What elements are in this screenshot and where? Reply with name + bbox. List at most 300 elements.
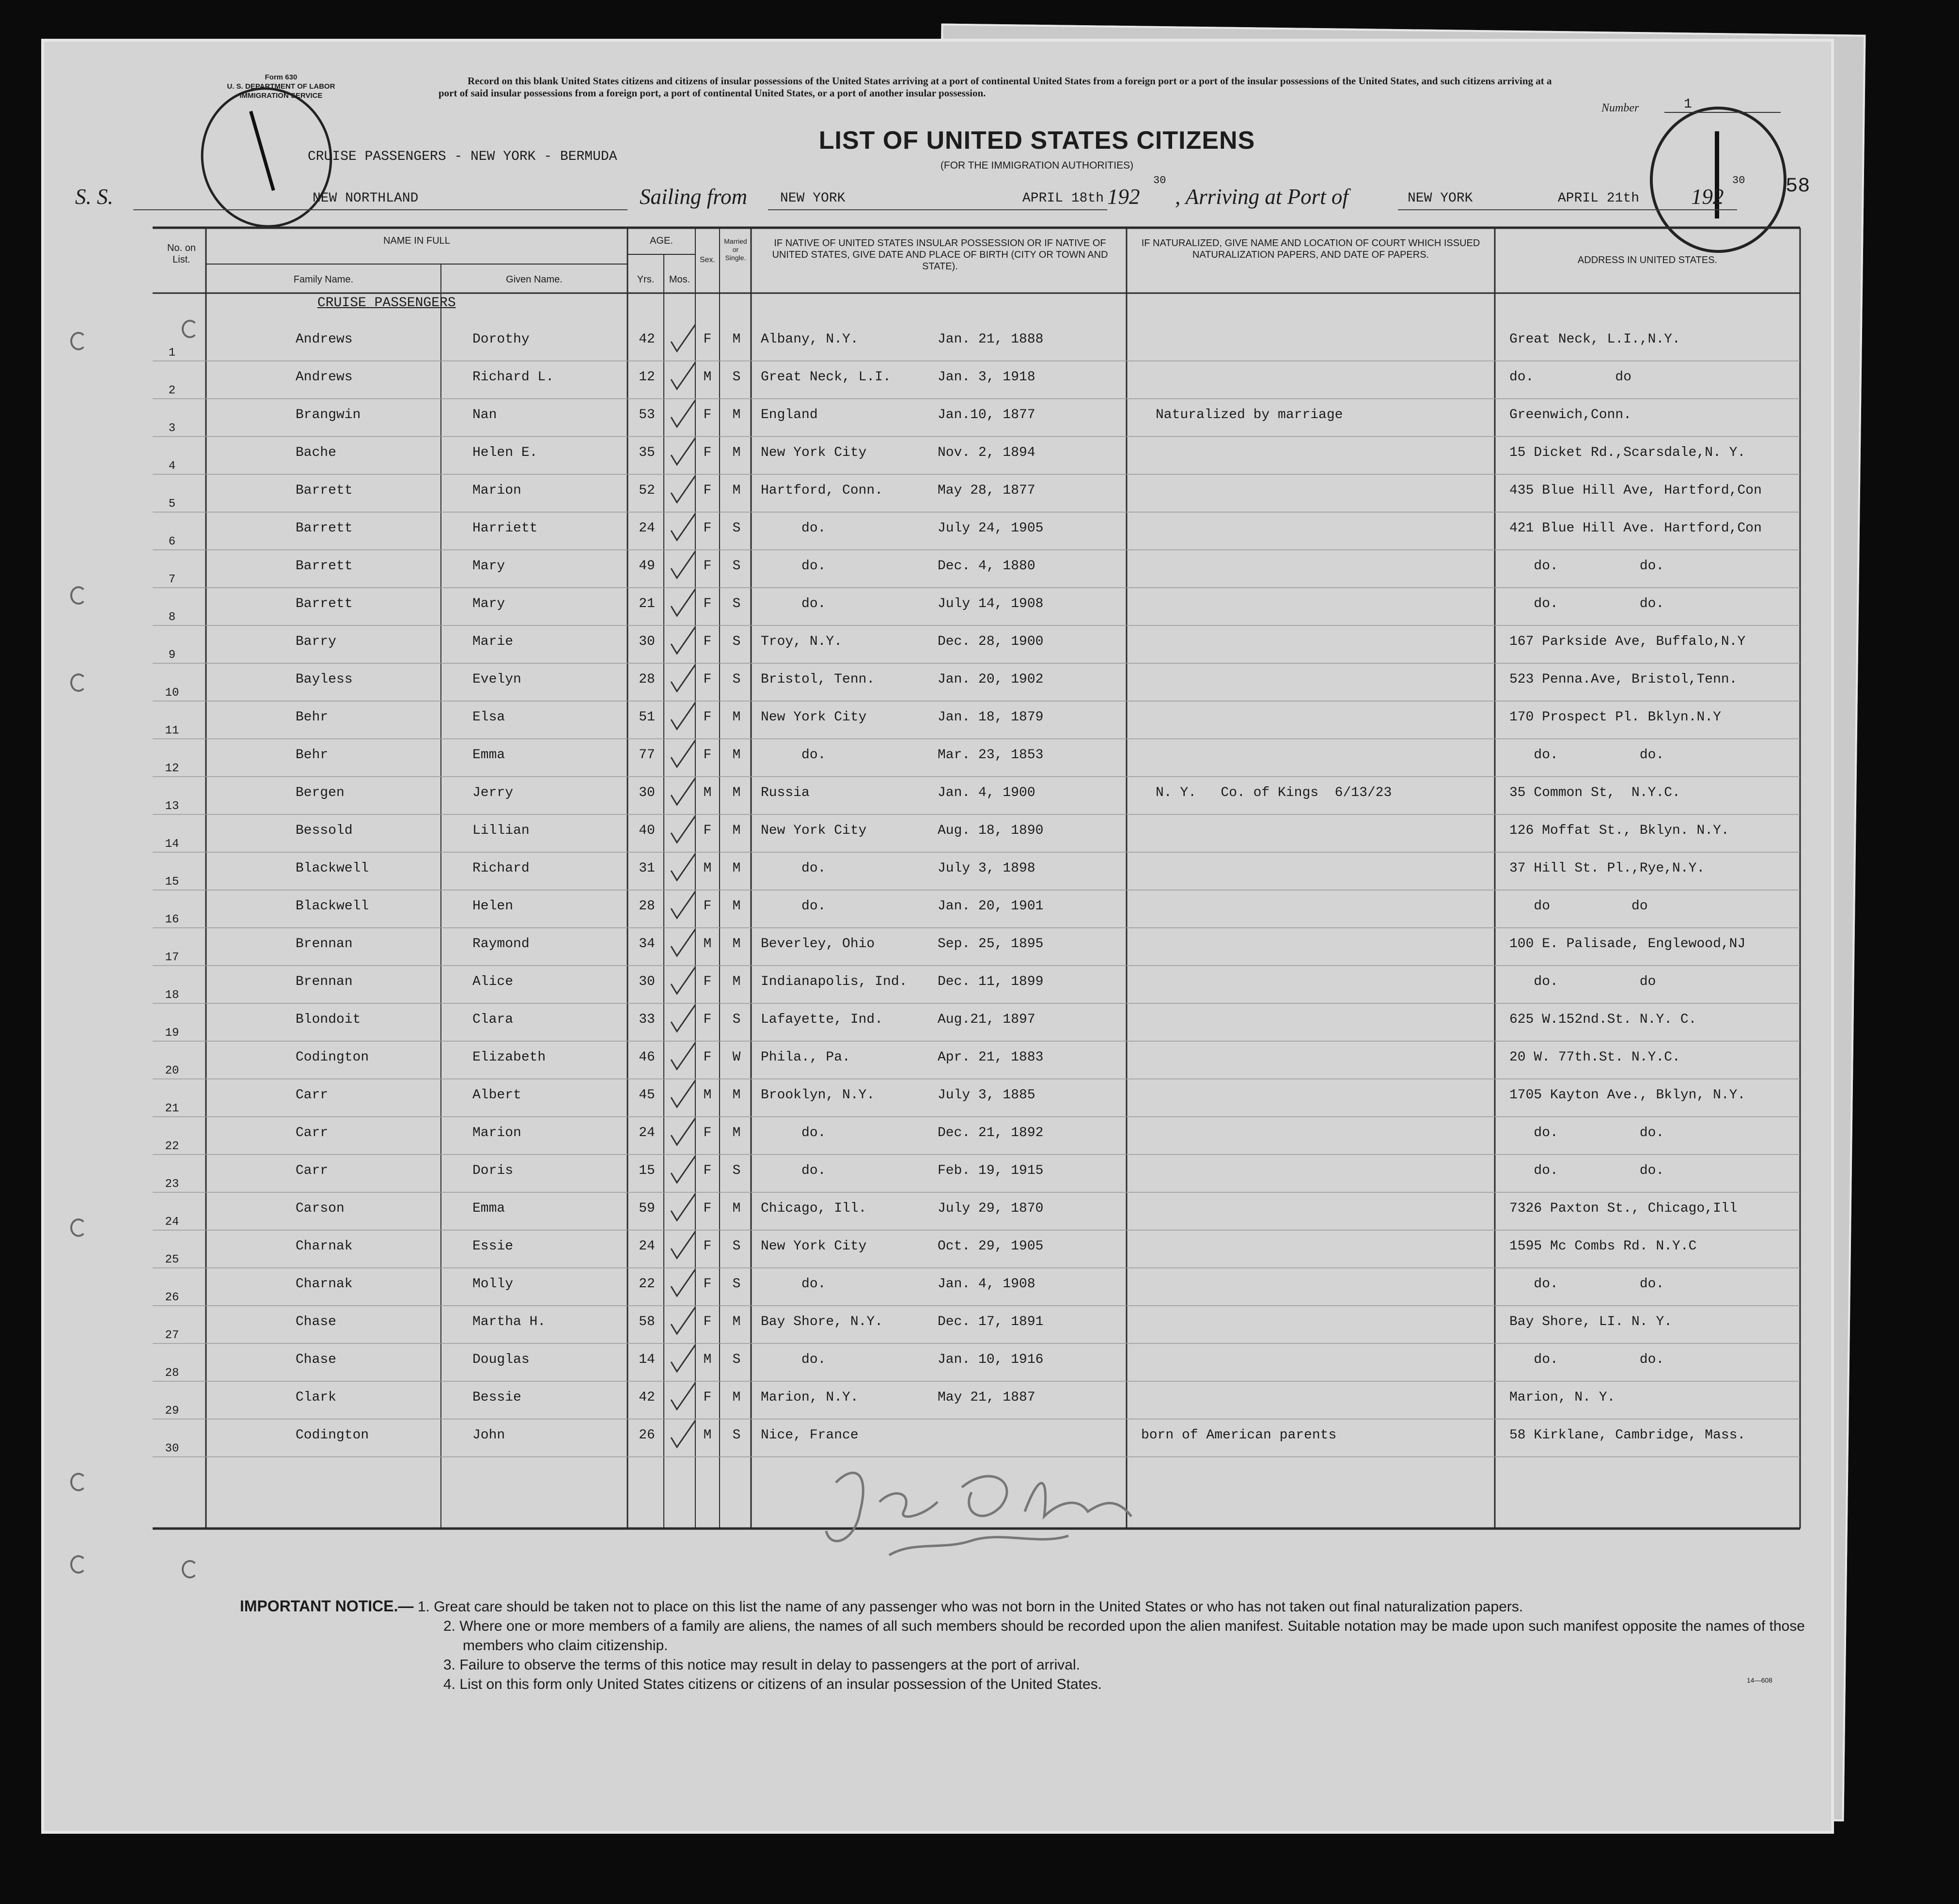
col-header-given: Given Name.: [506, 274, 563, 285]
col-header-address: ADDRESS IN UNITED STATES.: [1577, 255, 1718, 265]
address: 1705 Kayton Ave., Bklyn, N.Y.: [1509, 1088, 1746, 1103]
family-name: Brennan: [296, 936, 353, 952]
birth-place: Albany, N.Y.: [761, 332, 859, 347]
marital-status: S: [732, 521, 741, 536]
age-years: 31: [639, 861, 655, 876]
notice-item-1: 1. Great care should be taken not to place on this list the name of any passenger who was not born in the United States or who has not taken out final naturalization papers.: [417, 1599, 1523, 1615]
document-subtitle: (FOR THE IMMIGRATION AUTHORITIES): [940, 160, 1134, 171]
given-name: Emma: [472, 748, 505, 763]
row-number: 21: [165, 1102, 179, 1115]
arrival-port: NEW YORK: [1408, 191, 1473, 206]
marital-status: S: [732, 559, 741, 574]
address: 20 W. 77th.St. N.Y.C.: [1509, 1050, 1680, 1065]
family-name: Blondoit: [296, 1012, 361, 1027]
address: do. do.: [1509, 1125, 1664, 1140]
age-years: 33: [639, 1012, 655, 1027]
given-name: Evelyn: [472, 672, 521, 687]
given-name: Harriett: [472, 521, 538, 536]
birth-place: England: [761, 407, 818, 422]
family-name: Barry: [296, 634, 337, 649]
col-header-naturalized: IF NATURALIZED, GIVE NAME AND LOCATION OF COURT WHICH ISSUED NATURALIZATION PAPERS, AND DATE OF PAPERS.: [1141, 238, 1480, 260]
age-years: 24: [639, 521, 655, 536]
birth-date: Jan. 20, 1901: [938, 899, 1044, 914]
family-name: Carson: [296, 1201, 345, 1216]
age-years: 52: [639, 483, 655, 498]
marital-status: M: [732, 445, 741, 460]
age-years: 53: [639, 407, 655, 422]
section-label: CRUISE PASSENGERS: [317, 296, 456, 311]
birth-place: Russia: [761, 785, 810, 800]
birth-date: Dec. 17, 1891: [938, 1314, 1044, 1329]
punch-hole: [70, 586, 87, 605]
punch-hole: [70, 1218, 87, 1237]
check-mark: [671, 1345, 695, 1372]
family-name: Codington: [296, 1050, 369, 1065]
form-label: Form 630: [265, 73, 298, 81]
birth-place: do.: [761, 861, 826, 876]
family-name: Carr: [296, 1088, 329, 1103]
birth-place: do.: [761, 559, 826, 574]
marital-status: M: [732, 785, 741, 800]
punch-hole: [182, 1560, 198, 1578]
address: 167 Parkside Ave, Buffalo,N.Y: [1509, 634, 1746, 649]
ship-name: NEW NORTHLAND: [313, 191, 419, 206]
address: do. do.: [1509, 559, 1664, 574]
col-header-name: NAME IN FULL: [383, 235, 450, 246]
row-number: 15: [165, 875, 179, 889]
row-number: 12: [165, 762, 179, 775]
given-name: Dorothy: [472, 332, 530, 347]
address: Marion, N. Y.: [1509, 1390, 1615, 1405]
birth-place: New York City: [761, 1239, 867, 1254]
sex: F: [703, 710, 712, 725]
sex: M: [703, 936, 712, 952]
given-name: Douglas: [472, 1352, 530, 1367]
family-name: Andrews: [296, 332, 353, 347]
birth-date: July 3, 1898: [938, 861, 1035, 876]
check-mark: [671, 400, 695, 427]
row-number: 27: [165, 1329, 179, 1342]
check-mark: [671, 589, 695, 616]
sex: F: [703, 823, 712, 838]
marital-status: S: [732, 1352, 741, 1367]
sailing-year: 192: [1107, 185, 1140, 209]
family-name: Carr: [296, 1125, 329, 1140]
given-name: Helen E.: [472, 445, 538, 460]
birth-date: May 28, 1877: [938, 483, 1035, 498]
given-name: Richard: [472, 861, 530, 876]
birth-date: Nov. 2, 1894: [938, 445, 1035, 460]
birth-date: July 24, 1905: [938, 521, 1044, 536]
given-name: Martha H.: [472, 1314, 546, 1329]
check-mark: [671, 740, 695, 767]
birth-date: Dec. 11, 1899: [938, 974, 1044, 989]
sex: M: [703, 1352, 712, 1367]
family-name: Barrett: [296, 596, 353, 611]
birth-date: Jan. 4, 1900: [938, 785, 1035, 800]
marital-status: M: [732, 899, 741, 914]
col-header-family: Family Name.: [293, 274, 354, 285]
check-mark: [671, 1005, 695, 1031]
marital-status: S: [732, 1012, 741, 1027]
birth-date: Jan. 4, 1908: [938, 1277, 1035, 1292]
birth-date: Mar. 23, 1853: [938, 748, 1044, 763]
form-code: 14—608: [1747, 1676, 1772, 1684]
number-label: Number: [1601, 102, 1639, 114]
check-mark: [671, 1194, 695, 1220]
sex: F: [703, 899, 712, 914]
check-mark: [671, 702, 695, 729]
sex: F: [703, 1390, 712, 1405]
row-number: 28: [165, 1367, 179, 1380]
sailing-label: Sailing from: [640, 185, 748, 209]
given-name: Doris: [472, 1163, 514, 1178]
sex: F: [703, 672, 712, 687]
notice-item-4: 4. List on this form only United States citizens or citizens of an insular possession of the United States.: [443, 1676, 1102, 1692]
birth-date: Dec. 21, 1892: [938, 1125, 1044, 1140]
address: 7326 Paxton St., Chicago,Ill: [1509, 1201, 1738, 1216]
check-mark: [671, 1383, 695, 1409]
ss-label: S. S.: [75, 185, 113, 209]
check-mark: [671, 1080, 695, 1107]
birth-place: do.: [761, 748, 826, 763]
birth-place: Nice, France: [761, 1428, 859, 1443]
check-mark: [671, 665, 695, 691]
birth-place: Bay Shore, N.Y.: [761, 1314, 883, 1329]
row-number: 5: [168, 498, 176, 511]
manifest-sheet: [41, 39, 1834, 1834]
address: do. do: [1509, 974, 1656, 989]
age-years: 40: [639, 823, 655, 838]
family-name: Clark: [296, 1390, 337, 1405]
naturalization: Naturalized by marriage: [1156, 407, 1343, 422]
sex: F: [703, 407, 712, 422]
address: do. do.: [1509, 596, 1664, 611]
family-name: Bergen: [296, 785, 345, 800]
birth-date: Sep. 25, 1895: [938, 936, 1044, 952]
birth-date: Jan. 3, 1918: [938, 370, 1035, 385]
sex: F: [703, 559, 712, 574]
marital-status: M: [732, 332, 741, 347]
notice-item-2: 2. Where one or more members of a family are aliens, the names of all such members should be recorded upon the alien manifest. Suitable notation may be made upon such manifest opposite the names of those members who claim citizenship.: [443, 1618, 1805, 1654]
age-years: 45: [639, 1088, 655, 1103]
sex: M: [703, 861, 712, 876]
age-years: 49: [639, 559, 655, 574]
age-years: 21: [639, 596, 655, 611]
birth-place: New York City: [761, 710, 867, 725]
department-label: U. S. DEPARTMENT OF LABOR: [227, 82, 335, 91]
sex: M: [703, 1088, 712, 1103]
row-number: 4: [168, 460, 176, 473]
birth-date: Apr. 21, 1883: [938, 1050, 1044, 1065]
age-years: 42: [639, 332, 655, 347]
given-name: Marion: [472, 483, 521, 498]
given-name: Elizabeth: [472, 1050, 546, 1065]
marital-status: M: [732, 710, 741, 725]
birth-date: Jan. 18, 1879: [938, 710, 1044, 725]
row-number: 9: [168, 649, 176, 662]
address: do. do: [1509, 370, 1632, 385]
address: do. do.: [1509, 1163, 1664, 1178]
address: 35 Common St, N.Y.C.: [1509, 785, 1680, 800]
row-number: 23: [165, 1178, 179, 1191]
address: 1595 Mc Combs Rd. N.Y.C: [1509, 1239, 1697, 1254]
birth-place: Hartford, Conn.: [761, 483, 883, 498]
given-name: John: [472, 1428, 505, 1443]
check-mark: [671, 551, 695, 578]
birth-place: do.: [761, 1352, 826, 1367]
row-number: 18: [165, 989, 179, 1002]
birth-date: Jan.10, 1877: [938, 407, 1035, 422]
address: 421 Blue Hill Ave. Hartford,Con: [1509, 521, 1762, 536]
punch-hole: [70, 673, 87, 692]
col-header-no: No. on List.: [167, 243, 196, 265]
service-label: IMMIGRATION SERVICE: [239, 92, 323, 100]
stamp-circle-right: [1650, 107, 1787, 253]
age-years: 12: [639, 370, 655, 385]
row-number: 7: [168, 573, 176, 586]
sex: F: [703, 332, 712, 347]
number-value: 1: [1664, 97, 1781, 113]
row-number: 14: [165, 838, 179, 851]
row-number: 10: [165, 687, 179, 700]
birth-place: Troy, N.Y.: [761, 634, 843, 649]
birth-date: Jan. 21, 1888: [938, 332, 1044, 347]
birth-place: Great Neck, L.I.: [761, 370, 891, 385]
row-number: 1: [168, 346, 176, 359]
col-header-age: AGE.: [650, 235, 673, 246]
sex: M: [703, 1428, 712, 1443]
address: Bay Shore, LI. N. Y.: [1509, 1314, 1673, 1329]
age-years: 46: [639, 1050, 655, 1065]
marital-status: M: [732, 974, 741, 989]
sex: M: [703, 370, 712, 385]
row-number: 19: [165, 1027, 179, 1040]
sailing-port: NEW YORK: [780, 191, 846, 206]
birth-place: do.: [761, 899, 826, 914]
form-identifier: [225, 73, 337, 100]
age-years: 22: [639, 1277, 655, 1292]
birth-place: do.: [761, 1277, 826, 1292]
row-number: 22: [165, 1140, 179, 1153]
given-name: Nan: [472, 407, 497, 422]
row-number: 30: [165, 1442, 179, 1455]
birth-date: July 14, 1908: [938, 596, 1044, 611]
birth-place: Lafayette, Ind.: [761, 1012, 883, 1027]
given-name: Raymond: [472, 936, 530, 952]
age-years: 30: [639, 634, 655, 649]
family-name: Behr: [296, 710, 329, 725]
col-header-sex: Sex.: [699, 256, 715, 264]
document-title: LIST OF UNITED STATES CITIZENS: [818, 126, 1255, 155]
address: 625 W.152nd.St. N.Y. C.: [1509, 1012, 1697, 1027]
given-name: Essie: [472, 1239, 514, 1254]
check-mark: [671, 514, 695, 540]
age-years: 30: [639, 974, 655, 989]
marital-status: M: [732, 483, 741, 498]
marital-status: S: [732, 1428, 741, 1443]
birth-place: do.: [761, 521, 826, 536]
family-name: Carr: [296, 1163, 329, 1178]
marital-status: M: [732, 823, 741, 838]
address: do. do.: [1509, 748, 1664, 763]
marital-status: S: [732, 634, 741, 649]
row-number: 17: [165, 951, 179, 964]
age-years: 28: [639, 899, 655, 914]
arrival-year-suffix: 30: [1732, 174, 1745, 187]
given-name: Albert: [472, 1088, 521, 1103]
col-header-married: Married or Single.: [724, 237, 747, 262]
age-years: 15: [639, 1163, 655, 1178]
sex: F: [703, 1201, 712, 1216]
col-header-mos: Mos.: [669, 274, 690, 285]
sex: F: [703, 1314, 712, 1329]
birth-place: Marion, N.Y.: [761, 1390, 859, 1405]
birth-place: Indianapolis, Ind.: [761, 974, 908, 989]
given-name: Lillian: [472, 823, 530, 838]
check-mark: [671, 891, 695, 918]
address: 100 E. Palisade, Englewood,NJ: [1509, 936, 1746, 952]
check-mark: [671, 1420, 695, 1447]
marital-status: S: [732, 1163, 741, 1178]
birth-date: Oct. 29, 1905: [938, 1239, 1044, 1254]
sailing-date: APRIL 18th: [1022, 191, 1104, 206]
birth-place: Beverley, Ohio: [761, 936, 875, 952]
row-number: 11: [165, 724, 179, 737]
age-years: 77: [639, 748, 655, 763]
check-mark: [671, 1156, 695, 1183]
family-name: Blackwell: [296, 861, 369, 876]
age-years: 35: [639, 445, 655, 460]
sex: F: [703, 1125, 712, 1140]
birth-date: Dec. 28, 1900: [938, 634, 1044, 649]
marital-status: M: [732, 748, 741, 763]
given-name: Alice: [472, 974, 514, 989]
row-number: 2: [168, 384, 176, 397]
given-name: Richard L.: [472, 370, 554, 385]
sex: F: [703, 483, 712, 498]
row-number: 20: [165, 1064, 179, 1077]
arriving-label: , Arriving at Port of: [1175, 185, 1348, 209]
marital-status: S: [732, 596, 741, 611]
record-instructions: Record on this blank United States citizens and citizens of insular possessions of the United States arriving at a port of continental United States from a foreign port or a port of the insular possessions of the United States, and such citizens arriving at a port of said insular possessions from a foreign port, a port of continental United States, or a port of another insular possession.: [439, 75, 1552, 99]
birth-place: Chicago, Ill.: [761, 1201, 867, 1216]
marital-status: M: [732, 1088, 741, 1103]
family-name: Bache: [296, 445, 337, 460]
given-name: Marion: [472, 1125, 521, 1140]
row-number: 13: [165, 800, 179, 813]
address: 523 Penna.Ave, Bristol,Tenn.: [1509, 672, 1738, 687]
birth-place: New York City: [761, 823, 867, 838]
row-number: 26: [165, 1291, 179, 1304]
check-mark: [671, 627, 695, 654]
family-name: Charnak: [296, 1239, 353, 1254]
marital-status: S: [732, 370, 741, 385]
check-mark: [671, 854, 695, 880]
age-years: 59: [639, 1201, 655, 1216]
sex: F: [703, 974, 712, 989]
important-notice: [240, 1596, 1819, 1694]
birth-place: Phila., Pa.: [761, 1050, 850, 1065]
check-mark: [671, 476, 695, 502]
family-name: Barrett: [296, 483, 353, 498]
address: do. do.: [1509, 1277, 1664, 1292]
age-years: 30: [639, 785, 655, 800]
check-mark: [671, 816, 695, 843]
birth-date: Feb. 19, 1915: [938, 1163, 1044, 1178]
age-years: 14: [639, 1352, 655, 1367]
birth-place: do.: [761, 1163, 826, 1178]
check-mark: [671, 1269, 695, 1296]
birth-place: Brooklyn, N.Y.: [761, 1088, 875, 1103]
marital-status: M: [732, 1390, 741, 1405]
row-number: 16: [165, 913, 179, 926]
family-name: Charnak: [296, 1277, 353, 1292]
family-name: Bayless: [296, 672, 353, 687]
given-name: Mary: [472, 559, 505, 574]
birth-date: Jan. 10, 1916: [938, 1352, 1044, 1367]
address: 58 Kirklane, Cambridge, Mass.: [1509, 1428, 1746, 1443]
row-number: 24: [165, 1216, 179, 1229]
family-name: Chase: [296, 1314, 337, 1329]
address: Greenwich,Conn.: [1509, 407, 1632, 422]
age-years: 34: [639, 936, 655, 952]
sex: F: [703, 1012, 712, 1027]
punch-hole: [70, 1473, 87, 1491]
family-name: Behr: [296, 748, 329, 763]
family-name: Brangwin: [296, 407, 361, 422]
age-years: 24: [639, 1239, 655, 1254]
arrival-year: 192: [1691, 185, 1724, 209]
age-years: 58: [639, 1314, 655, 1329]
family-name: Blackwell: [296, 899, 369, 914]
row-number: 6: [168, 535, 176, 548]
sex: F: [703, 634, 712, 649]
family-name: Barrett: [296, 521, 353, 536]
given-name: Mary: [472, 596, 505, 611]
given-name: Helen: [472, 899, 514, 914]
naturalization: born of American parents: [1141, 1428, 1337, 1443]
given-name: Bessie: [472, 1390, 521, 1405]
notice-item-3: 3. Failure to observe the terms of this notice may result in delay to passengers at the port of arrival.: [443, 1657, 1080, 1673]
birth-place: New York City: [761, 445, 867, 460]
col-header-birth: IF NATIVE OF UNITED STATES INSULAR POSSESSION OR IF NATIVE OF UNITED STATES, GIVE DATE AND PLACE OF BIRTH (CITY OR TOWN AND STATE).: [772, 238, 1108, 272]
family-name: Bessold: [296, 823, 353, 838]
age-years: 24: [639, 1125, 655, 1140]
check-mark: [671, 929, 695, 956]
address: 170 Prospect Pl. Bklyn.N.Y: [1509, 710, 1721, 725]
birth-date: May 21, 1887: [938, 1390, 1035, 1405]
sex: F: [703, 521, 712, 536]
family-name: Andrews: [296, 370, 353, 385]
notice-heading: IMPORTANT NOTICE.—: [240, 1597, 414, 1615]
birth-date: Dec. 4, 1880: [938, 559, 1035, 574]
age-years: 26: [639, 1428, 655, 1443]
sex: F: [703, 1277, 712, 1292]
birth-date: July 3, 1885: [938, 1088, 1035, 1103]
address: 126 Moffat St., Bklyn. N.Y.: [1509, 823, 1729, 838]
address: Great Neck, L.I.,N.Y.: [1509, 332, 1680, 347]
address: do. do.: [1509, 1352, 1664, 1367]
marital-status: M: [732, 1201, 741, 1216]
marital-status: S: [732, 1239, 741, 1254]
age-years: 28: [639, 672, 655, 687]
birth-date: Aug.21, 1897: [938, 1012, 1035, 1027]
family-name: Brennan: [296, 974, 353, 989]
birth-date: Jan. 20, 1902: [938, 672, 1044, 687]
marital-status: M: [732, 936, 741, 952]
marital-status: M: [732, 861, 741, 876]
